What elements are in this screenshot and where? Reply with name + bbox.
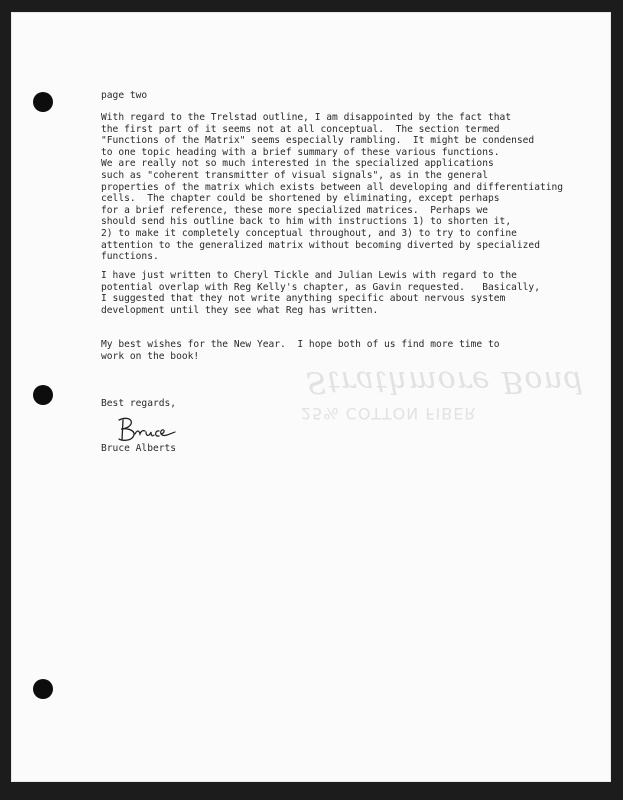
paragraph-new-year: My best wishes for the New Year. I hope both of us find more time to work on the book! (101, 339, 500, 362)
punch-hole-middle (33, 385, 53, 405)
paper-watermark-fiber: 25% COTTON FIBER (301, 404, 477, 423)
paragraph-trelstad-outline: With regard to the Trelstad outline, I am disappointed by the fact that the first part of it seems not at all conceptual. The section termed "Functions of the Matrix" seems especially rambling. It might be condensed to one topic heading with a brief summary of these various functions. We are really not so much interested in the specialized applications such as "coherent transmitter of visual signals", as in the general properties of the matrix which exists between all developing and differentiating cells. The chapter could be shortened by eliminating, except perhaps for a brief reference, these more specialized matrices. Perhaps we should send his outline back to him with instructions 1) to shorten it, 2) to make it completely conceptual throughout, and 3) to try to confine attention to the generalized matrix without becoming diverted by specialized functions. (101, 112, 564, 263)
punch-hole-bottom (33, 679, 53, 699)
paper-watermark-brand: Strathmore Bond (306, 364, 584, 399)
handwritten-signature (115, 414, 185, 444)
closing-salutation: Best regards, (101, 398, 177, 409)
page-label: page two (101, 90, 148, 101)
punch-hole-top (33, 92, 53, 112)
paragraph-overlap: I have just written to Cheryl Tickle and Julian Lewis with regard to the potential overlap with Reg Kelly's chapter, as Gavin requested. Basically, I suggested that they not write anything specific about nervous system development until they see what Reg has written. (101, 270, 540, 316)
signer-name: Bruce Alberts (101, 443, 177, 454)
